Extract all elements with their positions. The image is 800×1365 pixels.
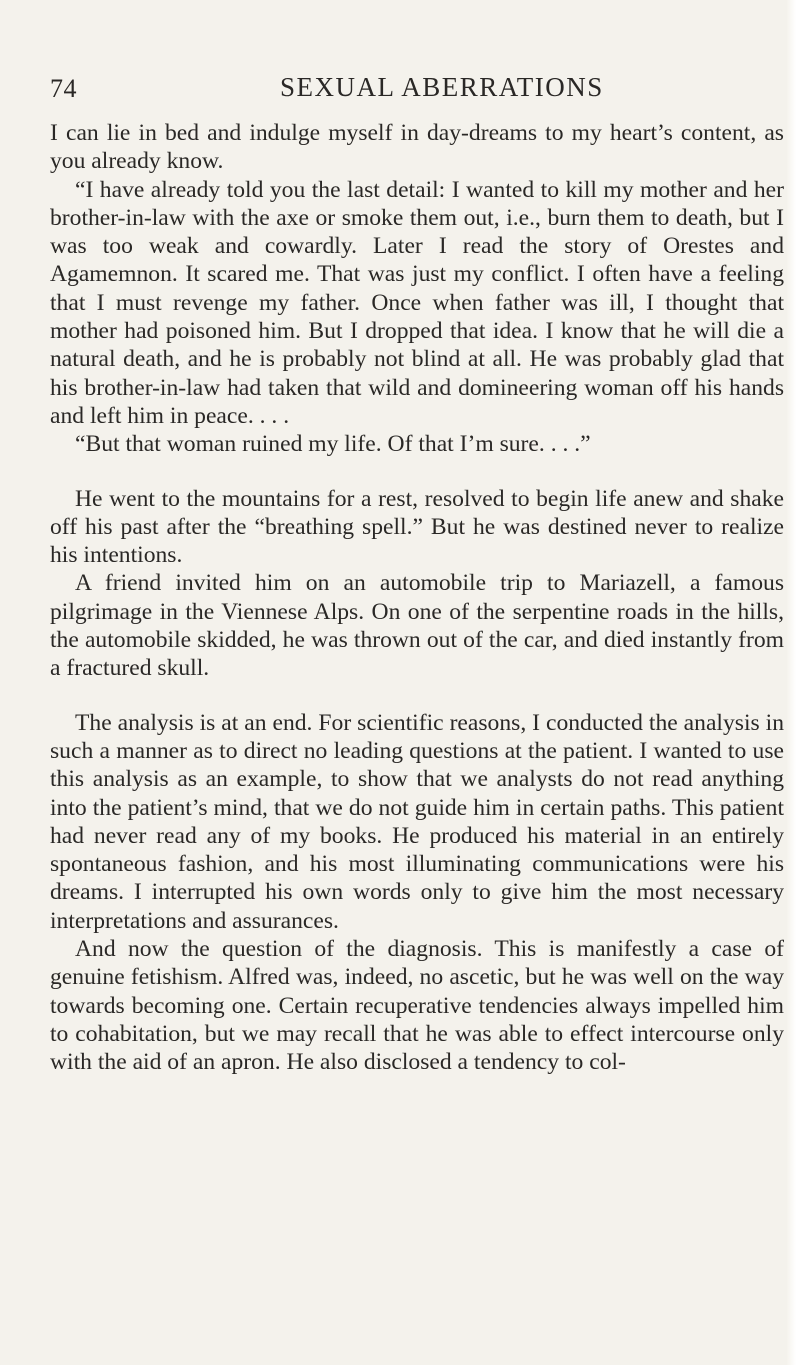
page-number: 74 — [50, 74, 77, 103]
paragraph: I can lie in bed and indulge myself in day-dreams to my heart’s content, as you already know. — [50, 120, 784, 175]
paragraph: And now the question of the diagnosis. This is manifestly a case of genuine fetishism. Alfred was, indeed, no ascetic, but he was well on the way towards becoming one. Certain recuperative tendencies always impelled him to cohabitation, but we may recall that he was able to effect intercourse only with the aid of an apron. He also disclosed a tendency to col- — [50, 936, 784, 1076]
page-edge — [786, 0, 800, 1365]
running-head: SEXUAL ABERRATIONS — [280, 72, 604, 102]
body-text — [50, 119, 784, 1077]
paragraph: The analysis is at an end. For scientific reasons, I conducted the analysis in such a manner as to direct no leading questions at the patient. I wanted to use this analysis as an example, to show that we analysts do not read anything into the patient’s mind, that we do not guide him in certain paths. This patient had never read any of my books. He produced his material in an entirely spontaneous fashion, and his most illuminating communications were his dreams. I interrupted his own words only to give him the most necessary interpretations and assurances. — [50, 709, 784, 934]
paragraph: “I have already told you the last detail: I wanted to kill my mother and her brother-in-law with the axe or smoke them out, i.e., burn them to death, but I was too weak and cowardly. Later I read the story of Orestes and Agamemnon. It scared me. That was just my conflict. I often have a feeling that I must revenge my father. Once when father was ill, I thought that mother had poisoned him. But I dropped that idea. I know that he will die a natural death, and he is probably not blind at all. He was probably glad that his brother-in-law had taken that wild and domineering woman off his hands and left him in peace. . . . — [50, 176, 784, 429]
paragraph: A friend invited him on an automobile trip to Mariazell, a famous pilgrimage in the Viennese Alps. On one of the serpentine roads in the hills, the automobile skidded, he was thrown out of the car, and died instantly from a fractured skull. — [50, 570, 784, 682]
paragraph: “But that woman ruined my life. Of that I’m sure. . . .” — [75, 431, 591, 458]
page-header — [50, 70, 750, 110]
paragraph: He went to the mountains for a rest, resolved to begin life anew and shake off his past after the “breathing spell.” But he was destined never to realize his intentions. — [50, 485, 784, 569]
